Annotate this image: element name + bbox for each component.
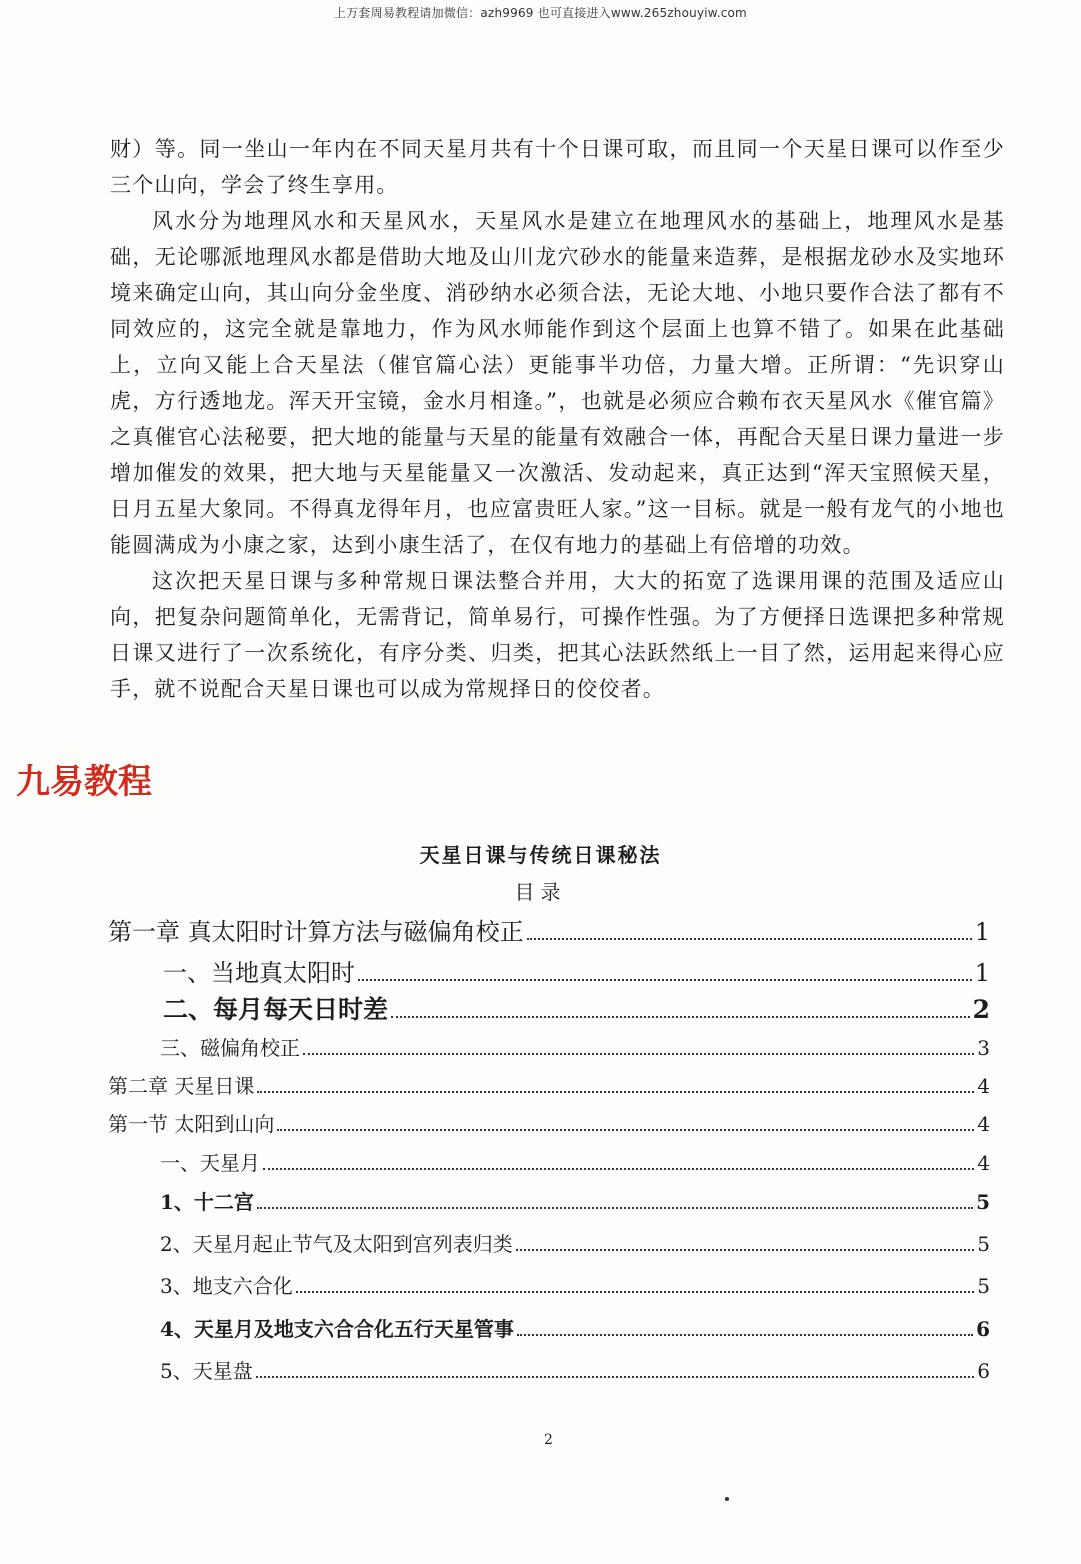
body-text <box>110 131 1005 707</box>
scan-speck <box>725 1497 729 1501</box>
book-title: 天星日课与传统日课秘法 <box>419 843 662 867</box>
toc-entry[interactable] <box>108 1108 990 1137</box>
page-number: 2 <box>544 1432 553 1448</box>
toc-entry[interactable] <box>108 1070 990 1099</box>
toc-entry-page: 4 <box>977 1151 990 1175</box>
top-banner: 上万套周易教程请加微信：azh9969 也可直接进入www.265zhouyiw.com <box>334 6 747 20</box>
watermark-logo: 九易教程 <box>12 760 156 804</box>
toc-leader <box>303 1053 974 1055</box>
toc-leader <box>256 1376 975 1378</box>
toc-entry-label: 1、十二宫 <box>160 1190 254 1214</box>
toc-entry[interactable] <box>108 912 990 947</box>
toc-entry-page: 4 <box>977 1112 990 1136</box>
toc-leader <box>358 979 972 981</box>
toc-leader <box>257 1091 974 1093</box>
paragraph: 财）等。同一坐山一年内在不同天星月共有十个日课可取，而且同一个天星日课可以作至少三个山向，学会了终生享用。 <box>110 137 1005 197</box>
toc-entry[interactable] <box>160 1032 990 1061</box>
toc-entry[interactable] <box>160 1147 990 1176</box>
toc-leader <box>527 938 972 940</box>
toc-entry-page: 5 <box>977 1232 990 1256</box>
toc-entry-page: 2 <box>972 995 990 1024</box>
toc-entry[interactable] <box>160 1270 990 1299</box>
toc-entry[interactable] <box>160 1186 990 1215</box>
toc-entry-label: 一、当地真太阳时 <box>163 959 355 987</box>
toc-entry-page: 4 <box>977 1074 990 1098</box>
toc-leader <box>296 1291 975 1293</box>
toc-leader <box>391 1016 970 1018</box>
toc-entry-label: 三、磁偏角校正 <box>160 1036 300 1060</box>
toc-entry-page: 6 <box>977 1359 990 1383</box>
toc-entry-page: 1 <box>974 918 990 946</box>
toc-leader <box>263 1168 974 1170</box>
toc-leader <box>516 1249 975 1251</box>
toc-entry-label: 二、每月每天日时差 <box>163 995 389 1024</box>
toc-entry-page: 6 <box>976 1317 990 1341</box>
toc-entry-label: 第一章 真太阳时计算方法与磁偏角校正 <box>108 918 524 946</box>
toc-entry-page: 5 <box>976 1190 990 1214</box>
toc-entry-page: 3 <box>977 1036 990 1060</box>
toc-leader <box>257 1207 973 1209</box>
toc-entry-label: 一、天星月 <box>160 1151 260 1175</box>
toc-heading: 目录 <box>514 880 567 904</box>
toc-entry-label: 5、天星盘 <box>160 1359 253 1383</box>
toc-leader <box>277 1129 974 1131</box>
toc-entry-label: 第二章 天星日课 <box>108 1074 255 1098</box>
toc-entry[interactable] <box>160 1228 990 1257</box>
toc-entry[interactable] <box>163 953 990 988</box>
toc-entry-label: 2、天星月起止节气及太阳到宫列表归类 <box>160 1232 513 1256</box>
toc-leader <box>517 1334 973 1336</box>
paragraph: 风水分为地理风水和天星风水，天星风水是建立在地理风水的基础上，地理风水是基础，无论哪派地理风水都是借助大地及山川龙穴砂水的能量来造葬，是根据龙砂水及实地环境来确定山向，其山向分金坐度、消砂纳水必须合法，无论大地、小地只要作合法了都有不同效应的，这完全就是靠地力，作为风水师能作到这个层面上也算不错了。如果在此基础上，立向又能上合天星法（催官篇心法）更能事半功倍，力量大增。正所谓：“先识穿山虎，方行透地龙。浑天开宝镜，金水月相逢。”，也就是必须应合赖布衣天星风水《催官篇》之真催官心法秘要，把大地的能量与天星的能量有效融合一体，再配合天星日课力量进一步增加催发的效果，把大地与天星能量又一次激活、发动起来，真正达到“浑天宝照候天星，日月五星大象同。不得真龙得年月，也应富贵旺人家。”这一目标。就是一般有龙气的小地也能圆满成为小康之家，达到小康生活了，在仅有地力的基础上有倍增的功效。 <box>110 209 1005 557</box>
toc-entry-label: 3、地支六合化 <box>160 1274 293 1298</box>
toc-entry[interactable] <box>160 1313 990 1342</box>
toc-entry-page: 5 <box>977 1274 990 1298</box>
toc-entry-label: 第一节 太阳到山向 <box>108 1112 275 1136</box>
toc-entry[interactable] <box>163 990 990 1026</box>
toc-entry[interactable] <box>160 1355 990 1384</box>
toc-entry-label: 4、天星月及地支六合合化五行天星管事 <box>160 1317 514 1341</box>
paragraph: 这次把天星日课与多种常规日课法整合并用，大大的拓宽了选课用课的范围及适应山向，把复杂问题简单化，无需背记，简单易行，可操作性强。为了方便择日选课把多种常规日课又进行了一次系统化，有序分类、归类，把其心法跃然纸上一目了然，运用起来得心应手，就不说配合天星日课也可以成为常规择日的佼佼者。 <box>110 569 1005 701</box>
toc-entry-page: 1 <box>974 959 990 987</box>
